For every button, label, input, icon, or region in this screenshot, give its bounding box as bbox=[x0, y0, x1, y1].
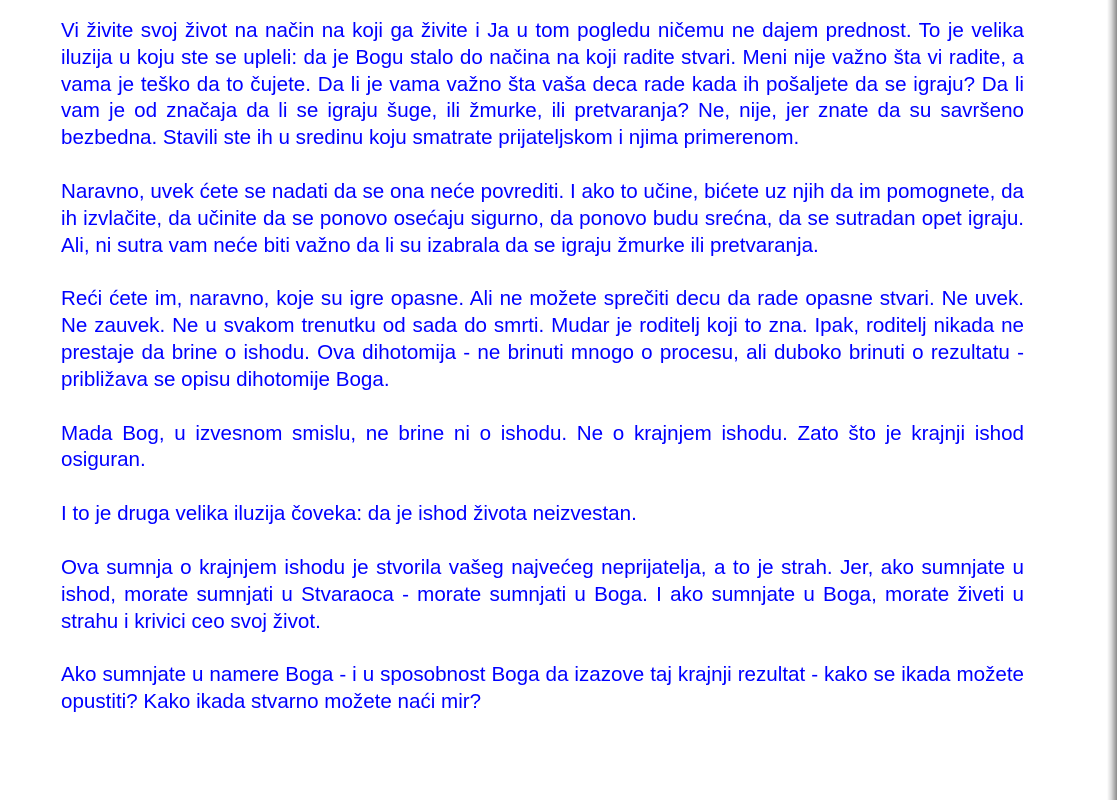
paragraph-7: Ako sumnjate u namere Boga - i u sposobnost Boga da izazove taj krajnji rezultat - kako se ikada možete opustiti? Kako ikada stvarno možete naći mir? bbox=[61, 663, 1024, 714]
paragraph-4: Mada Bog, u izvesnom smislu, ne brine ni o ishodu. Ne o krajnjem ishodu. Zato što je krajnji ishod osiguran. bbox=[61, 421, 1024, 472]
page-edge-shadow bbox=[1107, 0, 1117, 800]
paragraph-1: Vi živite svoj život na način na koji ga živite i Ja u tom pogledu ničemu ne dajem prednost. To je velika iluzija u koju ste se upleli: da je Bogu stalo do načina na koji radite stvari. Meni nije važno šta vi radite, a vama je teško da to čujete. Da li je vama važno šta vaša deca rade kada ih pošaljete da se igraju? Da li vam je od značaja da li se igraju šuge, ili žmurke, ili pretvaranja? Ne, nije, jer znate da su savršeno bezbedna. Stavili ste ih u sredinu koju smatrate prijateljskom i njima primerenom. bbox=[61, 19, 1024, 150]
paragraph-6: Ova sumnja o krajnjem ishodu je stvorila vašeg najvećeg neprijatelja, a to je strah. Jer, ako sumnjate u ishod, morate sumnjati u Stvaraoca - morate sumnjati u Boga. I ako sumnjate u Boga, morate živeti u strahu i krivici ceo svoj život. bbox=[61, 555, 1024, 633]
paragraph-2: Naravno, uvek ćete se nadati da se ona neće povrediti. I ako to učine, bićete uz njih da im pomognete, da ih izvlačite, da učinite da se ponovo osećaju sigurno, da ponovo budu srećna, da se sutradan opet igraju. Ali, ni sutra vam neće biti važno da li su izabrala da se igraju žmurke ili pretvaranja. bbox=[61, 179, 1024, 257]
document-body bbox=[61, 18, 1024, 743]
paragraph-3: Reći ćete im, naravno, koje su igre opasne. Ali ne možete sprečiti decu da rade opasne stvari. Ne uvek. Ne zauvek. Ne u svakom trenutku od sada do smrti. Mudar je roditelj koji to zna. Ipak, roditelj nikada ne prestaje da brine o ishodu. Ova dihotomija - ne brinuti mnogo o procesu, ali duboko brinuti o rezultatu - približava se opisu dihotomije Boga. bbox=[61, 287, 1024, 391]
paragraph-5: I to je druga velika iluzija čoveka: da je ishod života neizvestan. bbox=[61, 502, 637, 526]
